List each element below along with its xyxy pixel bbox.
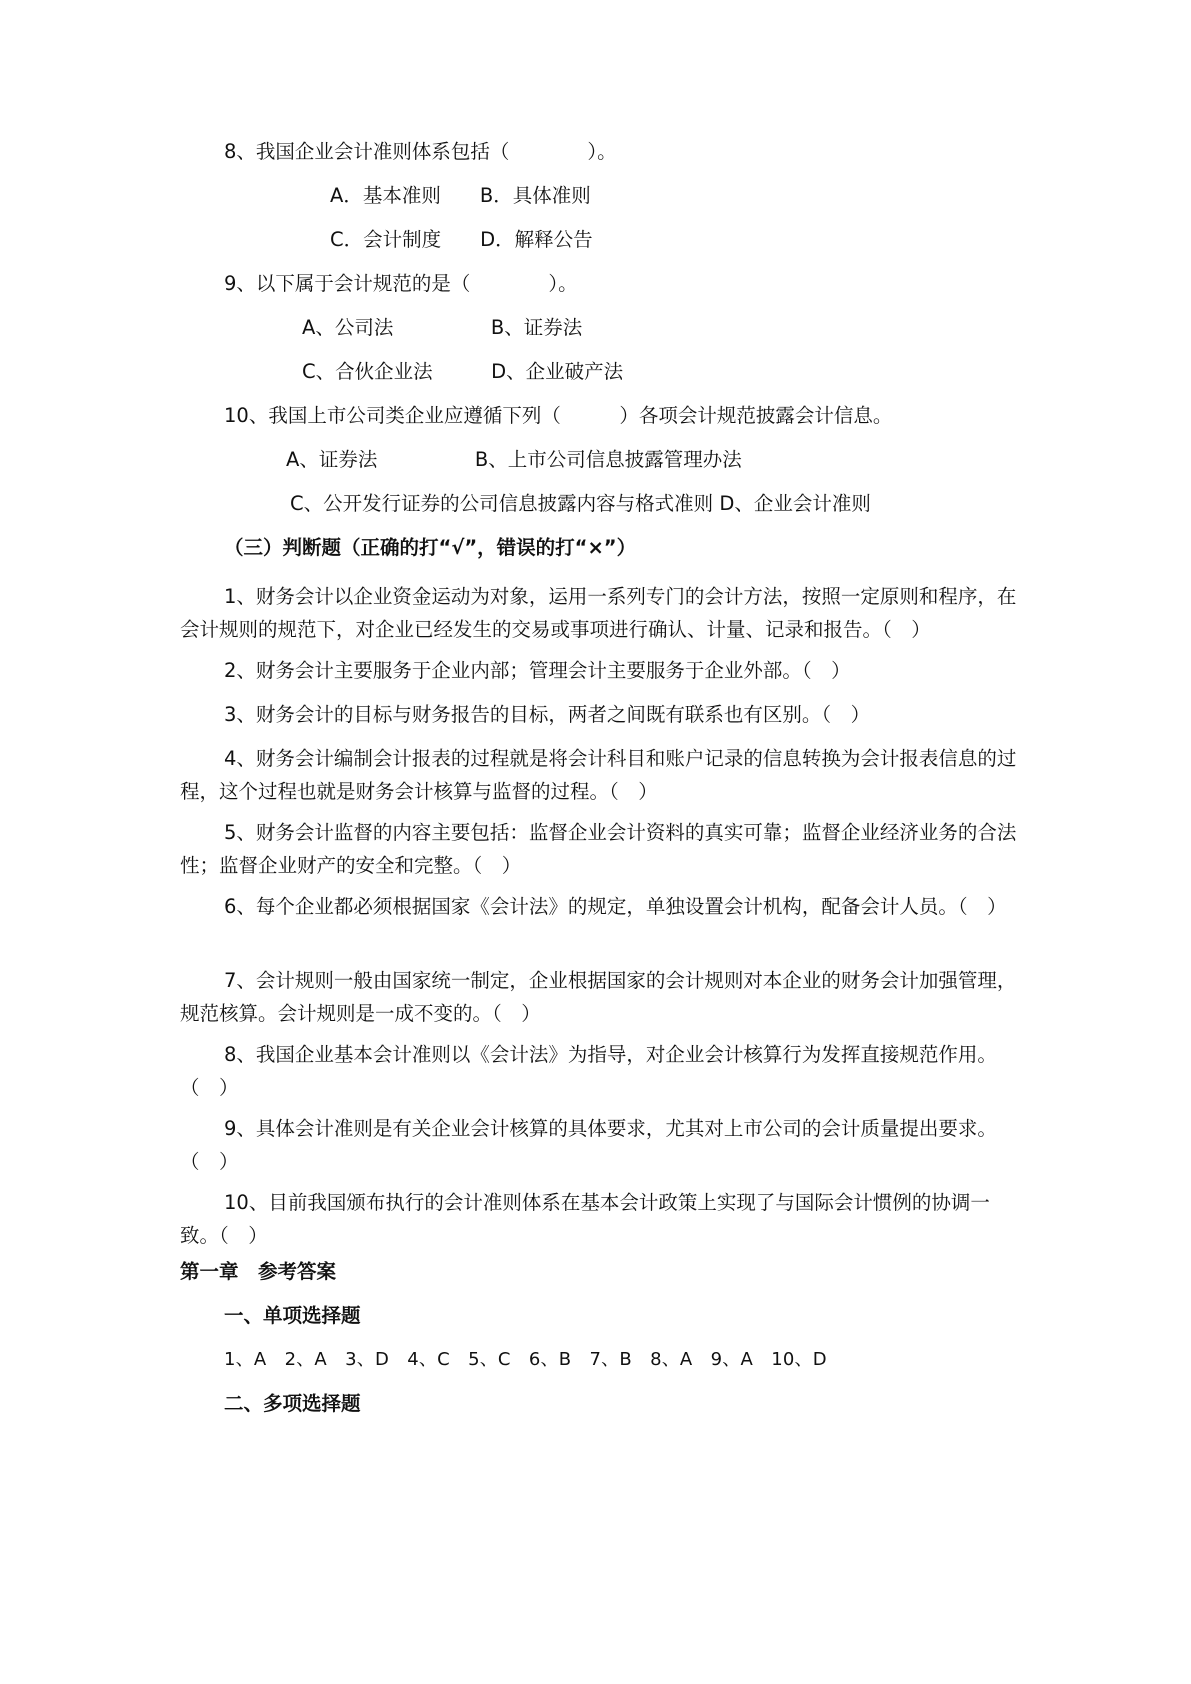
true-false-item-6: 6、每个企业都必须根据国家《会计法》的规定，单独设置会计机构，配备会计人员。（ ） <box>224 895 1007 918</box>
question-8-options-row-2: C．会计制度 D．解释公告 <box>330 228 593 251</box>
single-choice-answers-heading: 一、单项选择题 <box>224 1304 361 1327</box>
question-10-stem: 10、我国上市公司类企业应遵循下列（ ）各项会计规范披露会计信息。 <box>224 404 893 427</box>
true-false-heading: （三）判断题（正确的打“√”，错误的打“×”） <box>224 536 637 559</box>
chapter-answers-title: 第一章 参考答案 <box>180 1260 337 1283</box>
true-false-item-8: 8、我国企业基本会计准则以《会计法》为指导，对企业会计核算行为发挥直接规范作用。（ ） <box>180 1043 997 1099</box>
true-false-item-4: 4、财务会计编制会计报表的过程就是将会计科目和账户记录的信息转换为会计报表信息的过程，这个过程也就是财务会计核算与监督的过程。（ ） <box>180 747 1017 803</box>
question-9-stem: 9、以下属于会计规范的是（ ）。 <box>224 272 578 295</box>
multiple-choice-answers-heading: 二、多项选择题 <box>224 1392 361 1415</box>
question-9-options-row-2: C、合伙企业法 D、企业破产法 <box>302 360 624 383</box>
question-8-options-row-1: A．基本准则 B．具体准则 <box>330 184 591 207</box>
question-10-options-row-1: A、证券法 B、上市公司信息披露管理办法 <box>286 448 742 471</box>
question-10-options-row-2: C、公开发行证券的公司信息披露内容与格式准则 D、企业会计准则 <box>290 492 871 515</box>
true-false-item-7: 7、会计规则一般由国家统一制定，企业根据国家的会计规则对本企业的财务会计加强管理，规范核算。会计规则是一成不变的。（ ） <box>180 969 1017 1025</box>
true-false-item-5: 5、财务会计监督的内容主要包括：监督企业会计资料的真实可靠；监督企业经济业务的合法性；监督企业财产的安全和完整。（ ） <box>180 821 1017 877</box>
true-false-item-2: 2、财务会计主要服务于企业内部；管理会计主要服务于企业外部。（ ） <box>224 659 851 682</box>
true-false-item-10: 10、目前我国颁布执行的会计准则体系在基本会计政策上实现了与国际会计惯例的协调一致。（ ） <box>180 1191 990 1247</box>
true-false-item-9: 9、具体会计准则是有关企业会计核算的具体要求，尤其对上市公司的会计质量提出要求。（ ） <box>180 1117 997 1173</box>
question-8-stem: 8、我国企业会计准则体系包括（ ）。 <box>224 140 617 163</box>
true-false-item-3: 3、财务会计的目标与财务报告的目标，两者之间既有联系也有区别。（ ） <box>224 703 871 726</box>
question-9-options-row-1: A、公司法 B、证券法 <box>302 316 583 339</box>
single-choice-answers: 1、A 2、A 3、D 4、C 5、C 6、B 7、B 8、A 9、A 10、D <box>224 1349 827 1370</box>
true-false-item-1: 1、财务会计以企业资金运动为对象，运用一系列专门的会计方法，按照一定原则和程序，在会计规则的规范下，对企业已经发生的交易或事项进行确认、计量、记录和报告。（ ） <box>180 585 1017 641</box>
